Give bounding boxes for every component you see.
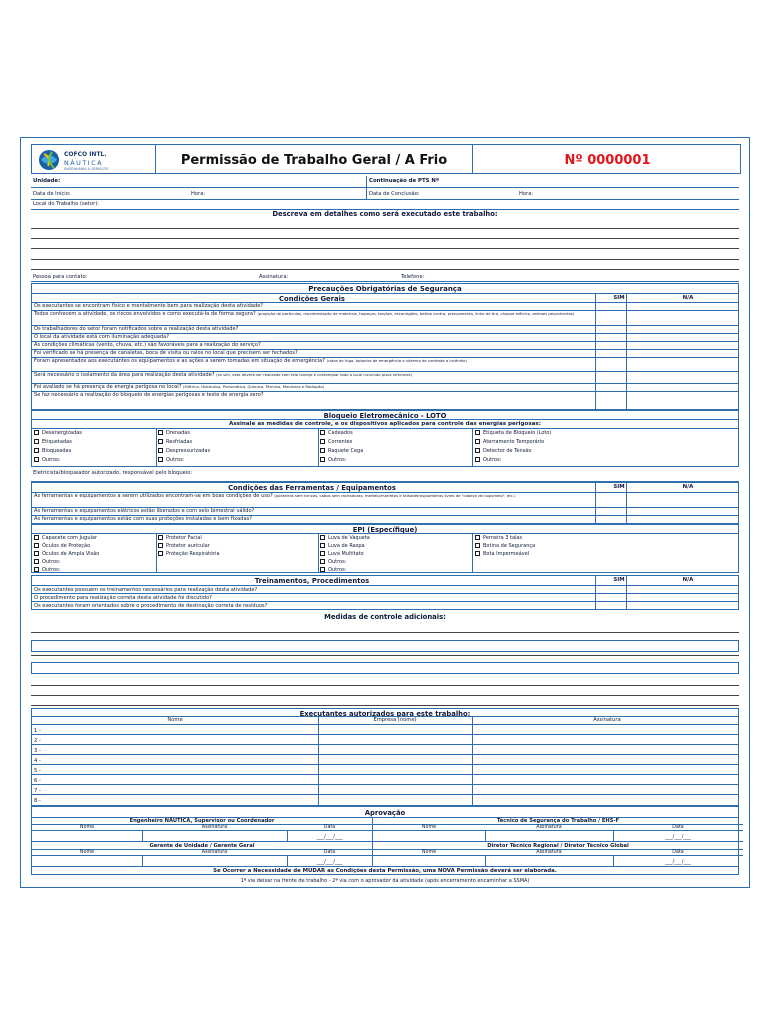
checkbox[interactable] — [158, 543, 163, 548]
executantes-section — [31, 708, 739, 806]
assinatura-label: Assinatura: — [259, 274, 289, 280]
question-note: (projeção de partículas, movimentação de materiais, tropeços, torções, escorregões, batida contra, prensamento, linha de tiro, choque elétrico, animais peçonhentos) — [257, 311, 575, 316]
checkbox-label: Correntes — [328, 439, 353, 445]
continuacao-label: Continuação de PTS Nº — [369, 178, 439, 184]
question-text — [34, 343, 592, 349]
checkbox-item[interactable] — [158, 535, 202, 541]
grid-divider — [156, 429, 157, 466]
checkbox[interactable] — [320, 551, 325, 556]
aprovacao-section — [31, 806, 739, 875]
question-text — [34, 373, 592, 379]
checkbox-item[interactable] — [475, 448, 531, 454]
checkbox-item[interactable] — [158, 543, 210, 549]
question-note: (rotas de fuga, botoeira de emergência e sistema de combate a incêndio) — [326, 358, 467, 363]
question-row — [32, 515, 738, 524]
question-text — [34, 393, 592, 399]
checkbox-label: Protetor auricular — [166, 543, 210, 549]
row-number: 3 - — [34, 748, 41, 754]
question-label: As ferramentas e equipamentos a serem utilizados encontram-se em boas condições de uso? — [34, 493, 273, 499]
approval-data-label: Data — [672, 825, 684, 830]
checkbox-item[interactable] — [320, 567, 346, 573]
desc-line — [31, 269, 739, 270]
checkbox-label: Capacete com Jugular — [42, 535, 98, 541]
work-permit-form — [20, 137, 750, 888]
approval-block — [32, 817, 372, 841]
date-blank: ___/___/___ — [316, 834, 343, 840]
row-unidade — [31, 176, 739, 188]
divider — [373, 830, 743, 831]
row-number: 8 - — [34, 798, 41, 804]
approval-assinatura-label: Assinatura — [201, 825, 228, 830]
condicoes-gerais-title: Condições Gerais — [279, 295, 345, 303]
sim-cell[interactable] — [596, 493, 626, 508]
checkbox-item[interactable] — [320, 430, 353, 436]
checkbox-label: Outros: — [328, 457, 347, 463]
contato-label: Pessoa para contato: — [33, 274, 88, 280]
page-title: Permissão de Trabalho Geral / A Frio — [180, 153, 448, 168]
checkbox[interactable] — [320, 535, 325, 540]
approval-block — [372, 817, 743, 841]
question-label: Foi avaliado se há presença de energia perigosa no local? — [34, 384, 182, 390]
eletricista-label: Eletricista/bloqueador autorizado, responsável pelo bloqueio: — [33, 470, 193, 476]
checkbox[interactable] — [320, 543, 325, 548]
approval-assinatura-field[interactable] — [142, 831, 288, 841]
epi-title: EPI (Específique) — [352, 526, 418, 534]
question-note: (Elétrica, Hidráulica, Pneumática, Química, Térmica, Mecânica e Radiação) — [183, 384, 325, 389]
checkbox[interactable] — [34, 448, 39, 453]
grid-divider — [318, 534, 319, 573]
checkbox-item[interactable] — [34, 457, 60, 463]
approval-data-label: Data — [672, 850, 684, 855]
checkbox-item[interactable] — [34, 559, 60, 565]
checkbox-label: Botina de Segurança — [483, 543, 536, 549]
checkbox-item[interactable] — [320, 439, 352, 445]
checkbox[interactable] — [475, 439, 480, 444]
ferramentas-title: Condições das Ferramentas / Equipamentos — [228, 484, 396, 492]
checkbox[interactable] — [158, 551, 163, 556]
checkbox-label: Drenadas — [166, 430, 190, 436]
sim-cell[interactable] — [596, 602, 626, 610]
question-row — [32, 391, 738, 399]
checkbox-label: Outros: — [42, 567, 61, 573]
checkbox[interactable] — [158, 535, 163, 540]
checkbox-label: Etiqueta de Bloqueio (Loto) — [483, 430, 552, 436]
checkbox-label: Óculos de Proteção — [42, 543, 91, 549]
telefone-label: Telefone: — [401, 274, 425, 280]
row-number: 7 - — [34, 788, 41, 794]
checkbox-label: Cadeados — [328, 430, 353, 436]
checkbox-item[interactable] — [475, 551, 529, 557]
na-cell[interactable] — [627, 516, 738, 524]
approval-role: Diretor Técnico Regional / Diretor Técnico Global — [487, 843, 629, 849]
question-text — [34, 351, 592, 357]
divider — [32, 830, 372, 831]
checkbox-label: Perneira 3 talas — [483, 535, 523, 541]
checkbox-item[interactable] — [34, 430, 82, 436]
date-blank: ___/___/___ — [665, 859, 691, 865]
header-box — [31, 144, 741, 174]
approval-nome-field[interactable] — [373, 856, 485, 866]
question-label: Foi verificado se há presença de canaletas, boca de visita ou ralos no local que precisem ser fechados? — [34, 350, 298, 356]
sim-cell[interactable] — [596, 311, 626, 326]
approval-block — [372, 841, 743, 866]
checkbox-item[interactable] — [158, 551, 220, 557]
checkbox[interactable] — [320, 559, 325, 564]
checkbox-label: Luva Multitato — [328, 551, 364, 557]
question-row — [32, 357, 738, 372]
question-label: Todos conhecem a atividade, os riscos envolvidos e como executá-la de forma segura? — [34, 311, 256, 317]
checkbox-item[interactable] — [320, 559, 346, 565]
checkbox-label: Etiquetadas — [42, 439, 72, 445]
precaucoes-title: Precauções Obrigatórias de Segurança — [308, 285, 462, 293]
checkbox[interactable] — [475, 535, 480, 540]
approval-assinatura-field[interactable] — [485, 831, 614, 841]
checkbox-label: Outros: — [328, 559, 347, 565]
approval-nome-label: Nome — [421, 850, 437, 855]
question-label: Será necessário o isolamento da área para realização desta atividade? — [34, 372, 215, 378]
col-empresa: Empresa (nome) — [373, 717, 417, 723]
question-label: As ferramentas e equipamentos estão com suas proteções instaladas e bem fixadas? — [34, 516, 252, 522]
checkbox-label: Luva de Vaqueta — [328, 535, 370, 541]
grid-divider — [318, 429, 319, 466]
checkbox-label: Raquete Cega — [328, 448, 364, 454]
row-number: 2 - — [34, 738, 41, 744]
checkbox-item[interactable] — [475, 535, 522, 541]
checkbox-item[interactable] — [320, 551, 364, 557]
desc-line — [31, 259, 739, 260]
approval-data-label: Data — [323, 850, 336, 855]
question-row — [32, 310, 738, 326]
approval-assinatura-label: Assinatura — [536, 825, 562, 830]
approval-data-label: Data — [323, 825, 336, 830]
question-text — [34, 359, 592, 365]
checkbox-label: Despressurizadas — [166, 448, 211, 454]
checkbox-label: Outros: — [42, 559, 61, 565]
checkbox-item[interactable] — [158, 457, 184, 463]
question-label: O local da atividade está com iluminação adequada? — [34, 334, 169, 340]
date-blank: ___/___/___ — [316, 859, 343, 865]
question-text — [34, 494, 592, 500]
checkbox[interactable] — [475, 430, 480, 435]
checkbox[interactable] — [475, 448, 480, 453]
checkbox[interactable] — [34, 430, 39, 435]
checkbox-label: Proteção Respiratória — [166, 551, 220, 557]
checkbox[interactable] — [320, 567, 325, 572]
sim-header: SIM — [613, 577, 625, 583]
loto-sub: Assinale as medidas de controle, e os dispositivos aplicados para controle das energias perigosas: — [229, 421, 541, 427]
checkbox[interactable] — [475, 551, 480, 556]
question-text: Os executantes possuem os treinamentos necessários para realização desta atividade? — [34, 587, 258, 593]
approval-nome-field[interactable] — [32, 831, 142, 841]
question-text — [34, 509, 592, 515]
question-text — [34, 312, 592, 318]
checkbox[interactable] — [475, 457, 480, 462]
hora-conclusao-label: Hora: — [519, 191, 534, 197]
approval-assinatura-field[interactable] — [142, 856, 288, 866]
col-nome: Nome — [167, 717, 183, 723]
approval-block — [32, 841, 372, 866]
row-number: 5 - — [34, 768, 41, 774]
checkbox-item[interactable] — [320, 457, 346, 463]
descreva-label: Descreva em detalhes como será executado este trabalho: — [272, 210, 498, 218]
checkbox-label: Bloqueadas — [42, 448, 72, 454]
na-cell[interactable] — [627, 493, 738, 508]
checkbox-label: Outros: — [328, 567, 347, 573]
checkbox-item[interactable] — [34, 551, 99, 557]
row-number: 6 - — [34, 778, 41, 784]
checkbox-item[interactable] — [475, 457, 501, 463]
checkbox-item[interactable] — [34, 448, 71, 454]
approval-role: Engenheiro NÁUTICA, Supervisor ou Coordenador — [129, 818, 275, 824]
checkbox-item[interactable] — [158, 439, 192, 445]
logo-name: COFCO INTL. — [64, 151, 107, 158]
na-cell[interactable] — [627, 311, 738, 326]
assinatura-cell[interactable] — [473, 795, 738, 805]
checkbox[interactable] — [320, 448, 325, 453]
approval-assinatura-label: Assinatura — [536, 850, 562, 855]
checkbox-label: Desenergizadas — [42, 430, 82, 436]
checkbox[interactable] — [158, 430, 163, 435]
logo-sub: NÁUTICA — [64, 159, 103, 167]
row-descreva — [31, 210, 739, 218]
executantes-title: Executantes autorizados para este trabalho: — [299, 710, 471, 718]
approval-assinatura-field[interactable] — [485, 856, 614, 866]
checkbox[interactable] — [34, 559, 39, 564]
checkbox[interactable] — [34, 439, 39, 444]
checkbox-label: Protetor Facial — [166, 535, 202, 541]
unidade-label: Unidade: — [33, 178, 61, 184]
checkbox[interactable] — [320, 430, 325, 435]
row-number: 4 - — [34, 758, 41, 764]
checkbox-item[interactable] — [475, 430, 551, 436]
treinamentos-section — [31, 575, 739, 610]
question-text — [34, 335, 592, 341]
question-note: (se sim, este deverá ser realizado com tela laranja e contemplar todo o local incluindo pisos inferiores) — [216, 372, 413, 377]
checkbox[interactable] — [158, 457, 163, 462]
company-logo — [34, 147, 154, 173]
footer-text: 1ª via deixar na frente de trabalho - 2ª via com o aprovador da atividade (após encerramento encaminhar a SSMA) — [240, 878, 530, 884]
grid-divider — [156, 534, 157, 573]
checkbox[interactable] — [34, 567, 39, 572]
approval-nome-field[interactable] — [373, 831, 485, 841]
treinamentos-title: Treinamentos, Procedimentos — [254, 577, 370, 585]
checkbox-label: Bota Impermeável — [483, 551, 530, 557]
checkbox[interactable] — [320, 457, 325, 462]
approval-nome-label: Nome — [421, 825, 437, 830]
question-label: Os trabalhadores do setor foram notificados sobre a realização desta atividade? — [34, 326, 239, 332]
na-header: N/A — [682, 295, 694, 301]
checkbox-item[interactable] — [34, 567, 60, 573]
question-note: (ponteiras sem trincas, cabos sem rachaduras, martelo/marretas e talhadeiras/ponteiros livres de "cabeça de cogumelo", etc.) — [274, 493, 516, 498]
loto-section — [31, 410, 739, 467]
sim-header: SIM — [613, 484, 625, 490]
question-text: O procedimento para realização correta desta atividade foi discutido? — [34, 595, 212, 601]
medidas-title: Medidas de controle adicionais: — [324, 613, 446, 621]
sim-cell[interactable] — [596, 358, 626, 372]
na-header: N/A — [682, 484, 694, 490]
desc-line — [31, 248, 739, 249]
approval-nome-label: Nome — [79, 825, 95, 830]
na-cell[interactable] — [627, 358, 738, 372]
logo-tag: ENGENHARIA & SERVIÇOS — [64, 167, 109, 171]
approval-assinatura-label: Assinatura — [201, 850, 228, 855]
checkbox-item[interactable] — [158, 448, 210, 454]
question-row — [32, 601, 738, 610]
sim-cell[interactable] — [596, 516, 626, 524]
question-label: Os executantes se encontram físico e mentalmente bem para realização desta atividade? — [34, 303, 264, 309]
checkbox-item[interactable] — [320, 543, 365, 549]
question-row — [32, 492, 738, 508]
checkbox[interactable] — [34, 535, 39, 540]
checkbox-item[interactable] — [34, 543, 90, 549]
divider — [32, 855, 372, 856]
checkbox-label: Luva de Raspa — [328, 543, 365, 549]
sim-cell[interactable] — [596, 392, 626, 399]
desc-line — [31, 228, 739, 229]
checkbox[interactable] — [34, 543, 39, 548]
row-contato — [31, 272, 739, 282]
row-eletricista — [31, 467, 739, 482]
row-local — [31, 200, 739, 210]
local-label: Local do Trabalho (setor): — [33, 201, 99, 207]
empresa-cell[interactable] — [319, 795, 472, 805]
approval-role: Gerente de Unidade / Gerente Geral — [149, 843, 255, 849]
sim-header: SIM — [613, 295, 625, 301]
na-header: N/A — [682, 577, 694, 583]
medidas-box — [31, 640, 739, 652]
checkbox[interactable] — [34, 457, 39, 462]
data-inicio-label: Data de Início: — [33, 191, 71, 197]
approval-nome-field[interactable] — [32, 856, 142, 866]
epi-section — [31, 524, 739, 573]
checkbox[interactable] — [158, 448, 163, 453]
question-label: Se faz necessário a realização do bloqueio de energias perigosas e teste de energia zero? — [34, 392, 264, 398]
row-number: 1 - — [34, 728, 41, 734]
approval-nome-label: Nome — [79, 850, 95, 855]
checkbox[interactable] — [158, 439, 163, 444]
question-text: Os executantes foram orientados sobre o procedimento de destinação correta de resíduos? — [34, 603, 268, 609]
data-conclusao-label: Data de Conclusão: — [369, 191, 420, 197]
permit-number: Nº 0000001 — [564, 153, 651, 168]
col-assinatura: Assinatura — [593, 717, 621, 723]
checkbox-item[interactable] — [475, 439, 544, 445]
checkbox-item[interactable] — [158, 430, 190, 436]
checkbox-item[interactable] — [34, 535, 97, 541]
grid-divider — [472, 534, 473, 573]
question-label: Foram apresentados aos executantes os equipamentos e as ações a serem tomadas em situação de emergência? — [34, 358, 325, 364]
question-text — [34, 327, 592, 333]
checkbox-label: Resfriadas — [166, 439, 193, 445]
hora-inicio-label: Hora: — [191, 191, 206, 197]
checkbox-label: Outros: — [42, 457, 61, 463]
na-cell[interactable] — [627, 602, 738, 610]
checkbox[interactable] — [475, 543, 480, 548]
question-label: As ferramentas e equipamentos elétricos estão liberados e com selo bimestral válido? — [34, 508, 255, 514]
desc-line — [31, 238, 739, 239]
warning-text: Se Ocorrer a Necessidade de MUDAR as Condições desta Permissão, uma NOVA Permissão deverá ser elaborada. — [213, 868, 557, 874]
row-datas — [31, 188, 739, 200]
checkbox-label: Aterramento Temporário — [483, 439, 545, 445]
row-medidas — [31, 613, 739, 622]
nome-cell[interactable] — [46, 795, 318, 805]
checkbox[interactable] — [320, 439, 325, 444]
table-row — [32, 794, 738, 805]
precaucoes-section — [31, 283, 739, 410]
aprovacao-title: Aprovação — [364, 809, 406, 817]
loto-title: Bloqueio Eletromecânico - LOTO — [323, 412, 447, 420]
checkbox-item[interactable] — [320, 535, 370, 541]
ferramentas-section — [31, 482, 739, 524]
checkbox-item[interactable] — [34, 439, 72, 445]
na-cell[interactable] — [627, 392, 738, 399]
checkbox-item[interactable] — [320, 448, 363, 454]
grid-divider — [472, 429, 473, 466]
checkbox-label: Óculos de Ampla Visão — [42, 551, 100, 557]
approval-role: Técnico de Segurança do Trabalho / EHS-F — [496, 818, 620, 824]
medidas-box — [31, 662, 739, 674]
question-text — [34, 517, 592, 523]
logo-globe-icon — [36, 148, 62, 172]
checkbox[interactable] — [34, 551, 39, 556]
divider — [373, 855, 743, 856]
checkbox-label: Outros: — [166, 457, 185, 463]
date-blank: ___/___/___ — [665, 834, 691, 840]
question-text — [34, 304, 592, 310]
question-text — [34, 385, 592, 391]
checkbox-label: Detector de Tensão — [483, 448, 532, 454]
checkbox-item[interactable] — [475, 543, 535, 549]
question-label: As condições climáticas (vento, chuva, etc.) são favoráveis para a realização do serviço? — [34, 342, 261, 348]
checkbox-label: Outros: — [483, 457, 502, 463]
